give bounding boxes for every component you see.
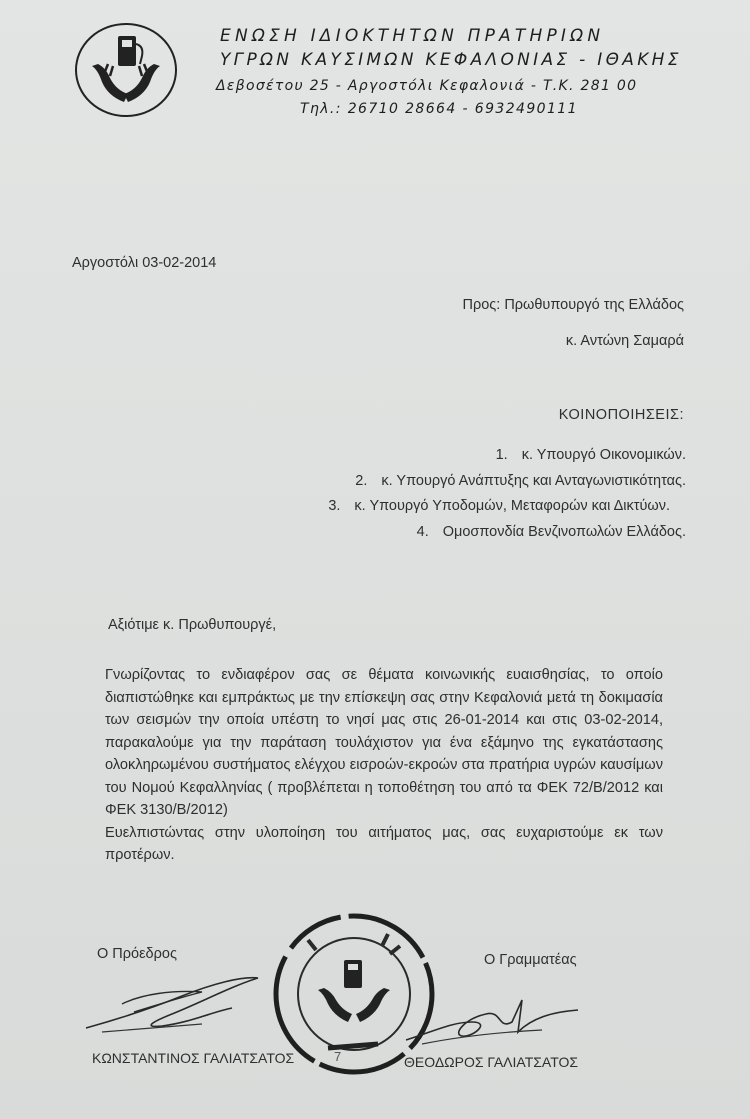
president-title: Ο Πρόεδρος — [97, 946, 177, 962]
body-paragraph: Ευελπιστώντας στην υλοποίηση του αιτήματος μας, σας ευχαριστούμε εκ των προτέρων. — [105, 824, 663, 863]
cc-item: 4. Ομοσπονδία Βενζινοπωλών Ελλάδος. — [416, 523, 686, 540]
cc-item: 3. κ. Υπουργό Υποδομών, Μεταφορών και Δικτύων. — [328, 498, 670, 514]
letterhead-phones: Τηλ.: 26710 28664 - 6932490111 — [300, 101, 578, 117]
cc-item: 2. κ. Υπουργό Ανάπτυξης και Ανταγωνιστικότητας. — [355, 472, 686, 489]
cc-title: ΚΟΙΝΟΠΟΙΗΣΕΙΣ: — [558, 407, 684, 423]
union-logo — [74, 22, 178, 118]
letterhead-region: ΥΓΡΩΝ ΚΑΥΣΙΜΩΝ ΚΕΦΑΛΟΝΙΑΣ - ΙΘΑΚΗΣ — [220, 50, 682, 70]
letterhead-union-name: ΕΝΩΣΗ ΙΔΙΟΚΤΗΤΩΝ ΠΡΑΤΗΡΙΩΝ — [220, 26, 605, 46]
secretary-name: ΘΕΟΔΩΡΟΣ ΓΑΛΙΑΤΣΑΤΟΣ — [404, 1054, 579, 1070]
greeting: Αξιότιμε κ. Πρωθυπουργέ, — [108, 617, 277, 633]
letterhead-address: Δεβοσέτου 25 - Αργοστόλι Κεφαλονιά - Τ.Κ. 281 00 — [216, 78, 638, 94]
recipient-name: κ. Αντώνη Σαμαρά — [565, 333, 684, 349]
letter-date: Αργοστόλι 03-02-2014 — [72, 255, 217, 271]
recipient-line: Προς: Πρωθυπουργό της Ελλάδος — [462, 297, 684, 313]
cc-list — [328, 443, 686, 545]
body-paragraph: Γνωρίζοντας το ενδιαφέρον σας σε θέματα κοινωνικής ευαισθησίας, το οποίο διαπιστώθηκε και εμπράκτως με την επίσκεψη σας στην Κεφαλονιά μετά τη δοκιμασία των σεισμών την οποία υπέστη το νησί μας στις 26-01-2014 και στις 03-02-2014, παρακαλούμε για την παράταση τουλάχιστον για ένα εξάμηνο της εγκατάστασης ολοκληρωμένου συστήματος ελέγχου εισροών-εκροών στα πρατήρια υγρών καυσίμων του Νομού Κεφαλληνίας ( προβλέπεται η τοποθέτηση του από τα ΦΕΚ 72/Β/2012 και ΦΕΚ 3130/Β/2012) — [105, 667, 663, 818]
cc-item: 1. κ. Υπουργό Οικονομικών. — [495, 447, 686, 463]
secretary-signature — [402, 992, 582, 1048]
president-signature — [82, 968, 262, 1038]
stamp-digit: 7 — [334, 1049, 342, 1064]
president-name: ΚΩΝΣΤΑΝΤΙΝΟΣ ΓΑΛΙΑΤΣΑΤΟΣ — [92, 1050, 295, 1066]
letter-body — [105, 664, 663, 867]
secretary-title: Ο Γραμματέας — [484, 952, 577, 968]
